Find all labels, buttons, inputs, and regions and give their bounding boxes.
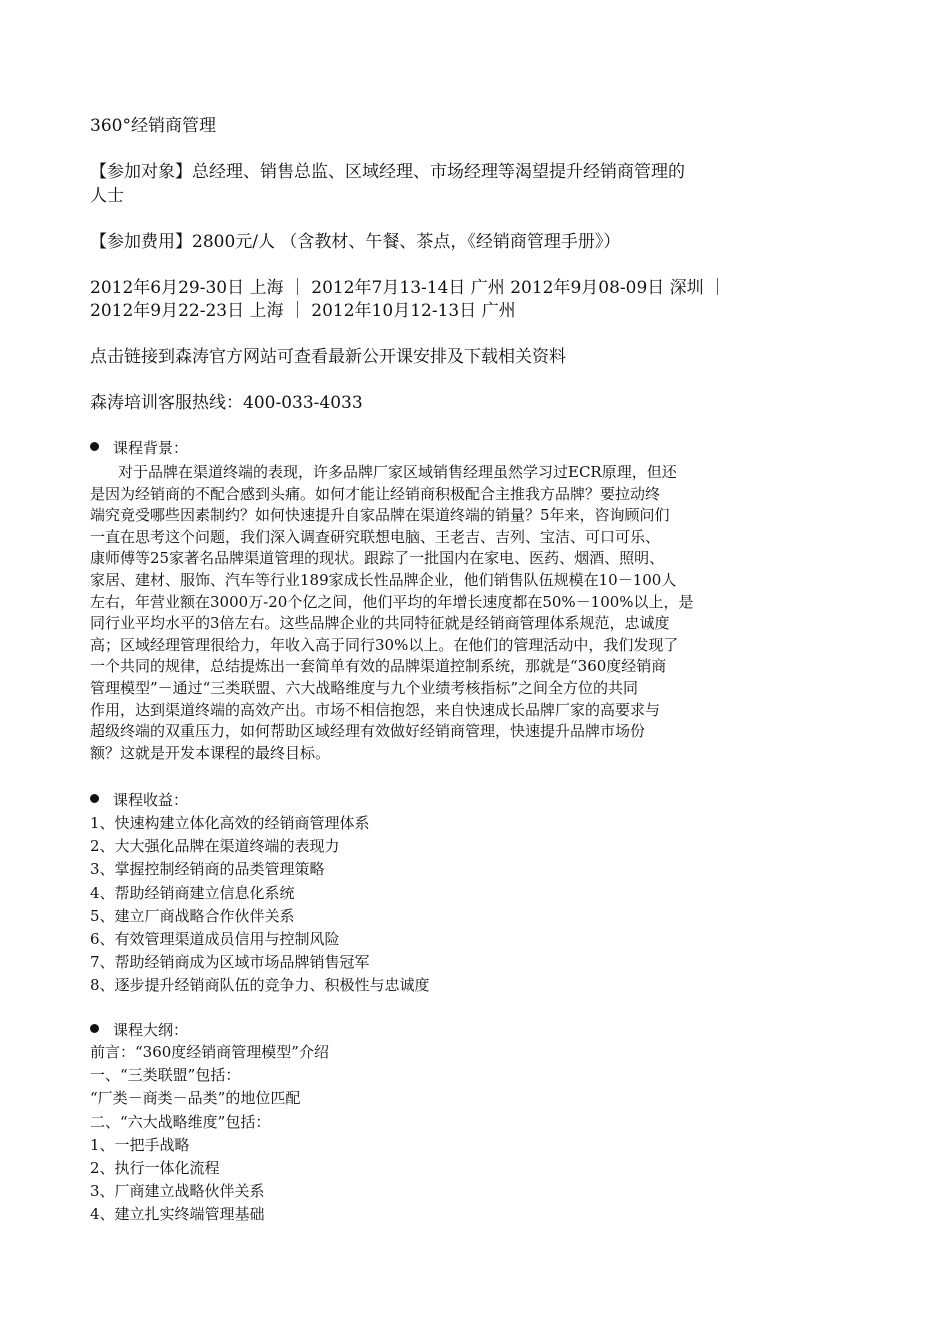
attendees-line-2: 人士 (90, 186, 124, 206)
bullet-icon (90, 1024, 99, 1033)
background-line: 一直在思考这个问题，我们深入调查研究联想电脑、王老吉、吉列、宝洁、可口可乐、 (90, 527, 661, 546)
background-line: 作用，达到渠道终端的高效产出。市场不相信抱怨，来自快速成长品牌厂家的高要求与 (90, 700, 661, 719)
course-title: 360°经销商管理 (90, 116, 216, 136)
background-line: 家居、建材、服饰、汽车等行业189家成长性品牌企业，他们销售队伍规模在10－100人 (90, 571, 677, 589)
outline-item: 一、“三类联盟”包括： (90, 1066, 241, 1085)
background-line: 左右，年营业额在3000万-20个亿之间，他们平均的年增长速度都在50%－100%以上，是 (90, 592, 694, 611)
outline-item: 二、“六大战略维度”包括： (90, 1112, 271, 1131)
bullet-icon (90, 442, 99, 451)
background-line: 是因为经销商的不配合感到头痛。如何才能让经销商积极配合主推我方品牌？要拉动终 (90, 484, 661, 503)
bullet-icon (90, 794, 99, 803)
benefit-item: 8、逐步提升经销商队伍的竞争力、积极性与忠诚度 (90, 976, 430, 995)
benefits-heading: 课程收益： (90, 790, 188, 810)
outline-item: 3、厂商建立战略伙伴关系 (90, 1182, 265, 1201)
schedule-line-2: 2012年9月22-23日 上海 ｜ 2012年10月12-13日 广州 (90, 301, 516, 321)
schedule-line-1: 2012年6月29-30日 上海 ｜ 2012年7月13-14日 广州 2012年9月08-09日 深圳 ｜ (90, 278, 727, 298)
attendees-label: 【参加对象】 (90, 162, 192, 182)
background-line: 康师傅等25家著名品牌渠道管理的现状。跟踪了一批国内在家电、医药、烟酒、照明、 (90, 549, 665, 568)
benefit-item: 3、掌握控制经销商的品类管理策略 (90, 860, 325, 879)
background-line: 端究竟受哪些因素制约？如何快速提升自家品牌在渠道终端的销量？5年来，咨询顾问们 (90, 506, 670, 525)
background-line: 同行业平均水平的3倍左右。这些品牌企业的共同特征就是经销商管理体系规范，忠诚度 (90, 614, 670, 633)
background-heading: 课程背景： (90, 438, 188, 458)
outline-item: “厂类－商类－品类”的地位匹配 (90, 1089, 301, 1108)
benefit-item: 4、帮助经销商建立信息化系统 (90, 883, 295, 902)
outline-item: 1、一把手战略 (90, 1135, 190, 1154)
benefit-item: 2、大大强化品牌在渠道终端的表现力 (90, 837, 340, 856)
attendees-line-1 (90, 161, 790, 184)
outline-item: 前言：“360度经销商管理模型”介绍 (90, 1043, 329, 1061)
benefit-item: 5、建立厂商战略合作伙伴关系 (90, 906, 295, 925)
outline-item: 2、执行一体化流程 (90, 1159, 220, 1177)
outline-item: 4、建立扎实终端管理基础 (90, 1205, 265, 1224)
benefit-item: 6、有效管理渠道成员信用与控制风险 (90, 930, 340, 948)
background-line: 一个共同的规律，总结提炼出一套简单有效的品牌渠道控制系统，那就是“360度经销商 (90, 657, 667, 676)
outline-heading: 课程大纲： (90, 1020, 188, 1040)
background-line: 对于品牌在渠道终端的表现，许多品牌厂家区域销售经理虽然学习过ECR原理，但还 (118, 463, 677, 481)
background-line: 高；区域经理管理很给力，年收入高于同行30%以上。在他们的管理活动中，我们发现了 (90, 635, 679, 654)
attendees-text: 总经理、销售总监、区域经理、市场经理等渴望提升经销商管理的 (192, 162, 685, 182)
benefit-item: 1、快速构建立体化高效的经销商管理体系 (90, 814, 370, 832)
background-line: 额？这就是开发本课程的最终目标。 (90, 743, 331, 762)
background-line: 超级终端的双重压力，如何帮助区域经理有效做好经销商管理，快速提升品牌市场份 (90, 722, 646, 741)
website-link[interactable]: 点击链接到森涛官方网站可查看最新公开课安排及下载相关资料 (90, 347, 566, 367)
benefit-item: 7、帮助经销商成为区域市场品牌销售冠军 (90, 953, 370, 972)
hotline: 森涛培训客服热线：400-033-4033 (90, 393, 363, 413)
fee-line: 【参加费用】2800元/人 （含教材、午餐、茶点，《经销商管理手册》） (90, 232, 621, 252)
background-line: 管理模型”－通过“三类联盟、六大战略维度与九个业绩考核指标”之间全方位的共同 (90, 679, 639, 697)
